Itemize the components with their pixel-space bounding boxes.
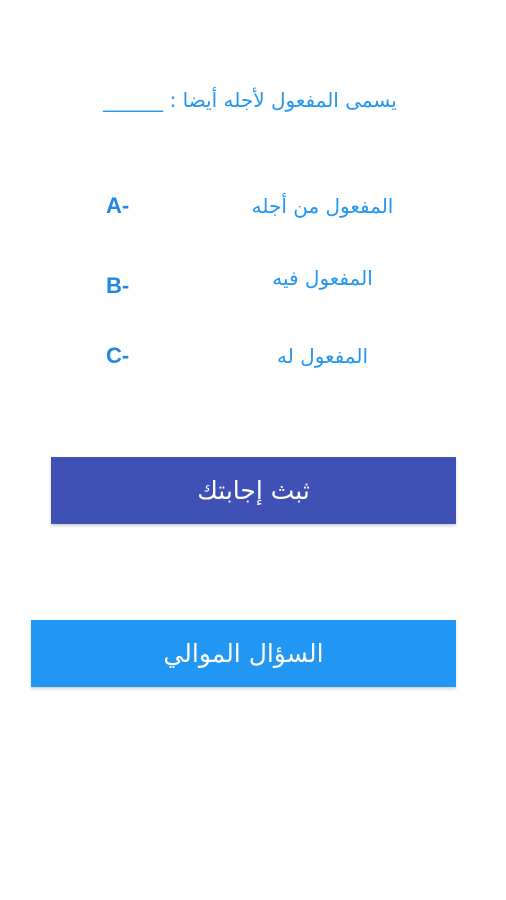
option-b[interactable] [0,258,506,298]
option-c[interactable] [0,336,506,376]
option-a[interactable] [0,186,506,226]
confirm-answer-button[interactable] [51,457,456,524]
confirm-answer-label: ثبث إجابتك [197,476,310,505]
option-letter: A- [106,193,130,218]
option-text[interactable]: المفعول من أجله [251,194,394,218]
next-question-label: السؤال الموالي [163,639,324,668]
next-question-button[interactable] [31,620,456,687]
option-text[interactable]: المفعول له [276,344,368,368]
question-text: يسمى المفعول لأجله أيضا : ______ [103,88,397,112]
option-letter: C- [106,343,130,368]
option-text[interactable]: المفعول فيه [272,266,373,290]
option-letter: B- [106,273,130,298]
